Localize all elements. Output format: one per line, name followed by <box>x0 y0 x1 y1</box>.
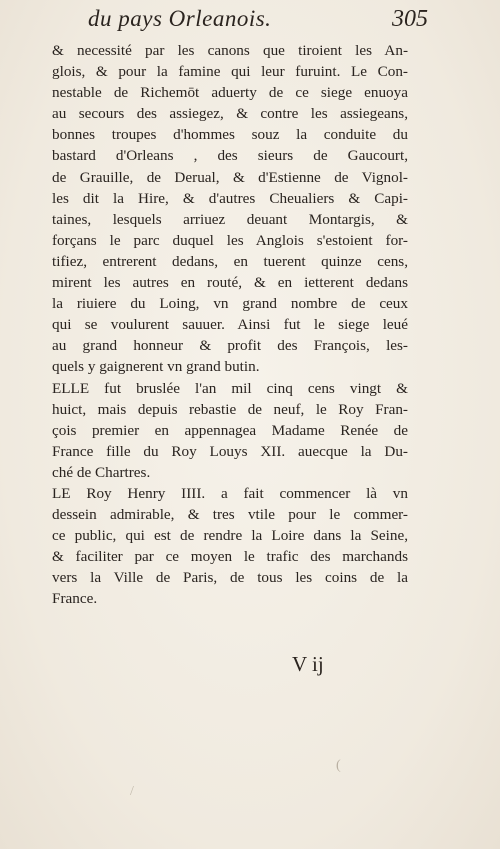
signature-mark: V ij <box>292 652 324 676</box>
stray-mark: ( <box>336 758 341 773</box>
text-line: vers la Ville de Paris, de tous les coins de la <box>52 569 408 587</box>
text-line: qui se voulurent sauuer. Ainsi fut le siege leué <box>52 316 408 334</box>
page-number: 305 <box>392 6 428 32</box>
text-line: ELLE fut bruslée l'an mil cinq cens vingt & <box>52 379 408 397</box>
text-line: çois premier en appennagea Madame Renée de <box>52 421 408 439</box>
text-line: France fille du Roy Louys XII. auecque la Du- <box>52 442 408 460</box>
running-title: du pays Orleanois. <box>88 6 272 31</box>
text-line: mirent les autres en routé, & en ietterent dedans <box>52 274 408 292</box>
page-header <box>88 6 428 40</box>
text-line: dessein admirable, & tres vtile pour le commer- <box>52 506 408 524</box>
text-line: LE Roy Henry IIII. a fait commencer là vn <box>52 484 408 502</box>
text-line: au grand honneur & profit des François, les- <box>52 337 408 355</box>
text-line: la riuiere du Loing, vn grand nombre de ceux <box>52 295 408 313</box>
text-line: quels y gaignerent vn grand butin. <box>52 358 260 376</box>
text-line: forçans le parc duquel les Anglois s'estoient for- <box>52 231 408 249</box>
text-line: bastard d'Orleans , des sieurs de Gaucourt, <box>52 147 408 165</box>
text-line: ce public, qui est de rendre la Loire dans la Seine, <box>52 527 408 545</box>
stray-mark: / <box>130 784 134 799</box>
text-line: huict, mais depuis rebastie de neuf, le Roy Fran- <box>52 400 408 418</box>
text-line: ché de Chartres. <box>52 463 151 481</box>
body-text <box>52 40 408 610</box>
text-line: & necessité par les canons que tiroient les An- <box>52 42 408 59</box>
text-line: France. <box>52 590 98 608</box>
text-line: tifiez, entrerent dedans, en tuerent quinze cens, <box>52 252 408 270</box>
text-line: de Grauille, de Derual, & d'Estienne de Vignol- <box>52 168 408 186</box>
text-line: & faciliter par ce moyen le trafic des marchands <box>52 548 408 566</box>
text-line: nestable de Richemōt aduerty de ce siege enuoya <box>52 84 408 102</box>
text-line: les dit la Hire, & d'autres Cheualiers & Capi- <box>52 189 408 207</box>
text-line: taines, lesquels arriuez deuant Montargis, & <box>52 210 408 228</box>
text-line: au secours des assiegez, & contre les assiegeans, <box>52 105 408 123</box>
text-line: glois, & pour la famine qui leur furuint. Le Con- <box>52 63 408 81</box>
text-line: bonnes troupes d'hommes souz la conduite du <box>52 126 408 144</box>
